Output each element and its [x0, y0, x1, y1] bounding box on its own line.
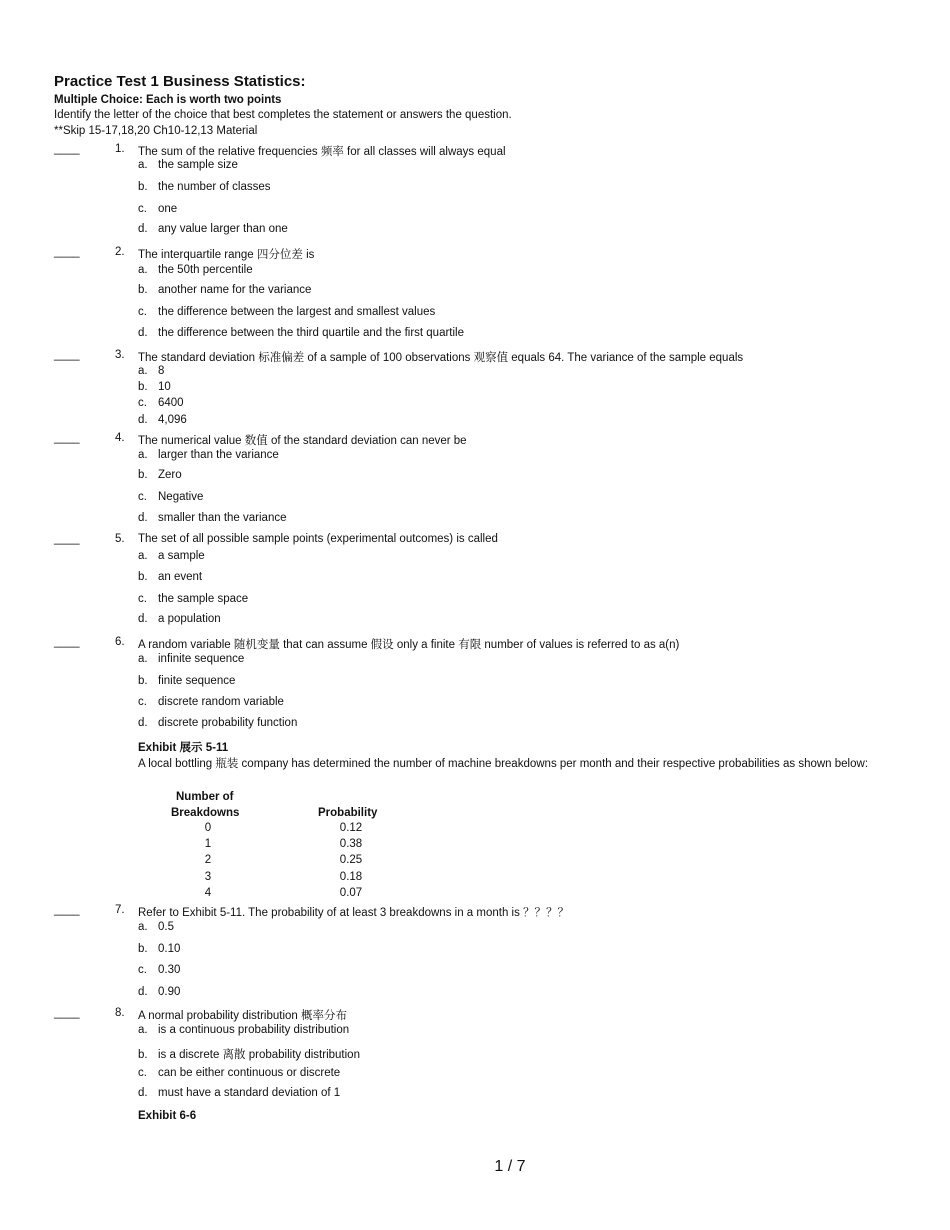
option-letter: d. [138, 512, 148, 524]
question-text: The numerical value 数值 of the standard deviation can never be [138, 435, 467, 447]
option-d [138, 414, 187, 426]
option-a [138, 1024, 349, 1036]
option-b [138, 675, 235, 687]
option-text: Zero [158, 469, 182, 481]
option-letter: a. [138, 159, 148, 171]
question-number: 2. [115, 246, 125, 258]
option-letter: b. [138, 469, 148, 481]
option-text: the difference between the largest and smallest values [158, 306, 436, 318]
option-letter: d. [138, 717, 148, 729]
option-letter: c. [138, 397, 147, 409]
table-cell-probability: 0.38 [339, 838, 363, 850]
option-letter: d. [138, 327, 148, 339]
table-cell-breakdowns: 1 [204, 838, 212, 850]
question-number: 7. [115, 904, 125, 916]
table-cell-breakdowns: 4 [204, 887, 212, 899]
question-number: 8. [115, 1007, 125, 1019]
option-letter: d. [138, 414, 148, 426]
option-a [138, 264, 253, 276]
answer-blank[interactable]: ____ [54, 432, 80, 444]
option-b [138, 284, 311, 296]
answer-blank[interactable]: ____ [54, 904, 80, 916]
answer-blank[interactable]: ____ [54, 533, 80, 545]
option-letter: a. [138, 1024, 148, 1036]
option-c [138, 203, 177, 215]
table-header-probability: Probability [318, 807, 378, 819]
option-text: 4,096 [158, 414, 187, 426]
option-text: 0.10 [158, 943, 181, 955]
answer-blank[interactable]: ____ [54, 246, 80, 258]
option-letter: c. [138, 203, 147, 215]
question-number: 5. [115, 533, 125, 545]
option-letter: b. [138, 571, 148, 583]
option-letter: a. [138, 365, 148, 377]
option-a [138, 449, 279, 461]
question-text: The standard deviation 标准偏差 of a sample of 100 observations 观察值 equals 64. The variance of the sample equals [138, 352, 744, 364]
answer-blank[interactable]: ____ [54, 636, 80, 648]
option-letter: c. [138, 491, 147, 503]
option-text: is a continuous probability distribution [158, 1024, 350, 1036]
option-text: 8 [158, 365, 165, 377]
option-letter: b. [138, 943, 148, 955]
option-text: one [158, 203, 178, 215]
option-d [138, 223, 288, 235]
option-c [138, 1067, 340, 1079]
option-b [138, 571, 202, 583]
option-c [138, 397, 184, 409]
instructions-text: Identify the letter of the choice that best completes the statement or answers the question. [54, 109, 512, 121]
option-text: finite sequence [158, 675, 236, 687]
option-text: discrete random variable [158, 696, 284, 708]
option-text: the sample space [158, 593, 249, 605]
option-a [138, 159, 238, 171]
question-text: Refer to Exhibit 5-11. The probability of at least 3 breakdowns in a month is ？？？？ [138, 907, 570, 919]
option-text: another name for the variance [158, 284, 312, 296]
question-text: The set of all possible sample points (experimental outcomes) is called [138, 533, 498, 545]
option-letter: d. [138, 613, 148, 625]
table-cell-breakdowns: 0 [204, 822, 212, 834]
exhibit-description: A local bottling 瓶装 company has determined the number of machine breakdowns per month and their respective probabilities as shown below: [138, 758, 869, 770]
page-title: Practice Test 1 Business Statistics: [54, 73, 306, 90]
option-b [138, 943, 180, 955]
option-letter: b. [138, 1049, 148, 1061]
option-b [138, 469, 182, 481]
option-letter: b. [138, 381, 148, 393]
exhibit-title: Exhibit 6-6 [138, 1110, 197, 1122]
option-text: the number of classes [158, 181, 271, 193]
option-d [138, 717, 297, 729]
option-text: the difference between the third quartile and the first quartile [158, 327, 465, 339]
table-cell-probability: 0.25 [339, 854, 363, 866]
option-text: smaller than the variance [158, 512, 287, 524]
option-letter: b. [138, 284, 148, 296]
option-letter: b. [138, 675, 148, 687]
table-header-breakdowns: Breakdowns [171, 807, 240, 819]
question-text: A normal probability distribution 概率分布 [138, 1010, 347, 1022]
question-number: 3. [115, 349, 125, 361]
question-text: A random variable 随机变量 that can assume 假设 only a finite 有限 number of values is referred to as a(n) [138, 639, 680, 651]
question-number: 6. [115, 636, 125, 648]
option-letter: a. [138, 449, 148, 461]
answer-blank[interactable]: ____ [54, 143, 80, 155]
option-text: can be either continuous or discrete [158, 1067, 341, 1079]
option-text: Negative [158, 491, 204, 503]
option-letter: c. [138, 1067, 147, 1079]
option-b [138, 381, 171, 393]
answer-blank[interactable]: ____ [54, 1007, 80, 1019]
option-a [138, 365, 164, 377]
option-letter: c. [138, 964, 147, 976]
skip-note: **Skip 15-17,18,20 Ch10-12,13 Material [54, 125, 258, 137]
option-letter: a. [138, 653, 148, 665]
table-cell-probability: 0.18 [339, 871, 363, 883]
option-c [138, 306, 435, 318]
option-text: an event [158, 571, 203, 583]
option-d [138, 1087, 340, 1099]
option-letter: a. [138, 550, 148, 562]
option-b [138, 1046, 360, 1062]
option-text: 0.90 [158, 986, 181, 998]
option-text: discrete probability function [158, 717, 298, 729]
option-letter: d. [138, 223, 148, 235]
option-text: a population [158, 613, 221, 625]
option-letter: a. [138, 264, 148, 276]
option-a [138, 550, 205, 562]
option-letter: d. [138, 1087, 148, 1099]
option-d [138, 512, 286, 524]
table-cell-probability: 0.12 [339, 822, 363, 834]
option-text: 10 [158, 381, 171, 393]
option-text: 0.5 [158, 921, 174, 933]
option-d [138, 613, 221, 625]
exhibit-title: Exhibit 展示 5-11 [138, 742, 229, 754]
page-number: 1 / 7 [494, 1158, 526, 1175]
option-text: the sample size [158, 159, 238, 171]
option-a [138, 921, 174, 933]
option-a [138, 653, 244, 665]
option-letter: d. [138, 986, 148, 998]
answer-blank[interactable]: ____ [54, 349, 80, 361]
option-c [138, 593, 248, 605]
option-b [138, 181, 271, 193]
table-cell-probability: 0.07 [339, 887, 363, 899]
option-c [138, 696, 284, 708]
option-d [138, 327, 464, 339]
section-heading: Multiple Choice: Each is worth two points [54, 94, 282, 106]
table-cell-breakdowns: 3 [204, 871, 212, 883]
table-cell-breakdowns: 2 [204, 854, 212, 866]
question-number: 1. [115, 143, 125, 155]
option-c [138, 491, 203, 503]
option-text: the 50th percentile [158, 264, 253, 276]
option-c [138, 964, 180, 976]
option-letter: c. [138, 306, 147, 318]
option-text: is a discrete 离散 probability distribution [158, 1049, 360, 1061]
question-text: The sum of the relative frequencies 频率 for all classes will always equal [138, 146, 506, 158]
option-text: larger than the variance [158, 449, 279, 461]
option-letter: b. [138, 181, 148, 193]
question-number: 4. [115, 432, 125, 444]
option-text: must have a standard deviation of 1 [158, 1087, 341, 1099]
option-text: infinite sequence [158, 653, 245, 665]
option-text: 6400 [158, 397, 184, 409]
option-d [138, 986, 180, 998]
option-text: 0.30 [158, 964, 181, 976]
option-letter: c. [138, 696, 147, 708]
table-header-number: Number of [176, 791, 234, 803]
option-letter: c. [138, 593, 147, 605]
question-text: The interquartile range 四分位差 is [138, 249, 315, 261]
option-text: any value larger than one [158, 223, 288, 235]
option-letter: a. [138, 921, 148, 933]
option-text: a sample [158, 550, 205, 562]
